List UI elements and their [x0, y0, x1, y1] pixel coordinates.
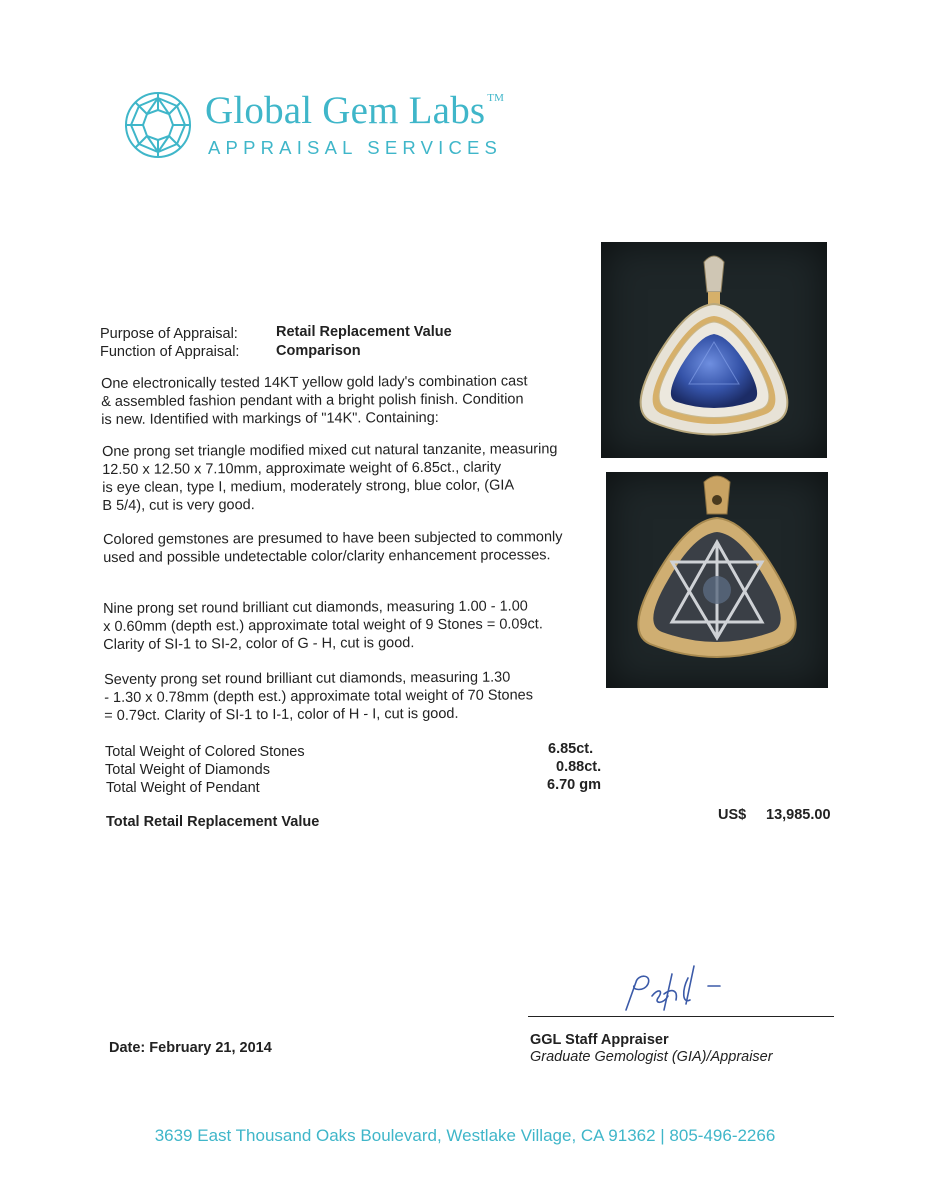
- pendant-back-photo: [606, 472, 828, 688]
- total-value: 0.88ct.: [556, 759, 602, 775]
- total-value: 6.70 gm: [547, 777, 601, 793]
- brand-subtitle: APPRAISAL SERVICES: [208, 137, 503, 158]
- appraiser-credential: Graduate Gemologist (GIA)/Appraiser: [530, 1049, 773, 1065]
- signature-line: [528, 1016, 834, 1017]
- handwritten-signature-icon: [612, 960, 762, 1020]
- function-value: Comparison: [276, 343, 361, 359]
- total-label: Total Weight of Diamonds: [105, 762, 270, 778]
- enhancement-disclosure: Colored gemstones are presumed to have been subjected to commonly used and possible undetectable color/clarity enhancement processes.: [103, 529, 563, 566]
- appraiser-title: GGL Staff Appraiser: [530, 1032, 669, 1048]
- total-label: Total Weight of Colored Stones: [105, 744, 305, 760]
- pendant-front-photo: [601, 242, 827, 458]
- retail-value-label: Total Retail Replacement Value: [106, 814, 320, 830]
- total-value: 6.85ct.: [548, 741, 594, 757]
- appraisal-date: Date: February 21, 2014: [109, 1040, 272, 1056]
- nine-diamonds-description: Nine prong set round brilliant cut diamonds, measuring 1.00 - 1.00 x 0.60mm (depth est.) approximate total weight of 9 Stones = 0.09ct. Clarity of SI-1 to SI-2, color of G - H, cut is good.: [103, 598, 543, 653]
- tanzanite-description: One prong set triangle modified mixed cut natural tanzanite, measuring 12.50 x 12.50 x 7.10mm, approximate weight of 6.85ct., clarity is eye clean, type I, medium, moderately strong, blue color, (GIA B 5/4), cut is very good.: [102, 441, 558, 514]
- item-description: One electronically tested 14KT yellow gold lady's combination cast & assembled fashion pendant with a bright polish finish. Condition is new. Identified with markings of "14K". Containing:: [101, 373, 528, 428]
- trademark-mark: TM: [487, 92, 505, 104]
- purpose-value: Retail Replacement Value: [276, 324, 452, 340]
- gem-logo-icon: [123, 90, 193, 160]
- retail-value-amount: 13,985.00: [766, 807, 831, 823]
- brand-name: Global Gem Labs ™: [205, 89, 505, 132]
- currency-label: US$: [718, 807, 747, 823]
- function-label: Function of Appraisal:: [100, 344, 240, 360]
- seventy-diamonds-description: Seventy prong set round brilliant cut diamonds, measuring 1.30 - 1.30 x 0.78mm (depth est.) approximate total weight of 70 Stones = 0.79ct. Clarity of SI-1 to I-1, color of H - I, cut is good.: [104, 669, 534, 724]
- footer-address: 3639 East Thousand Oaks Boulevard, Westlake Village, CA 91362 | 805-496-2266: [154, 1126, 776, 1145]
- total-label: Total Weight of Pendant: [106, 780, 260, 796]
- purpose-label: Purpose of Appraisal:: [100, 326, 238, 342]
